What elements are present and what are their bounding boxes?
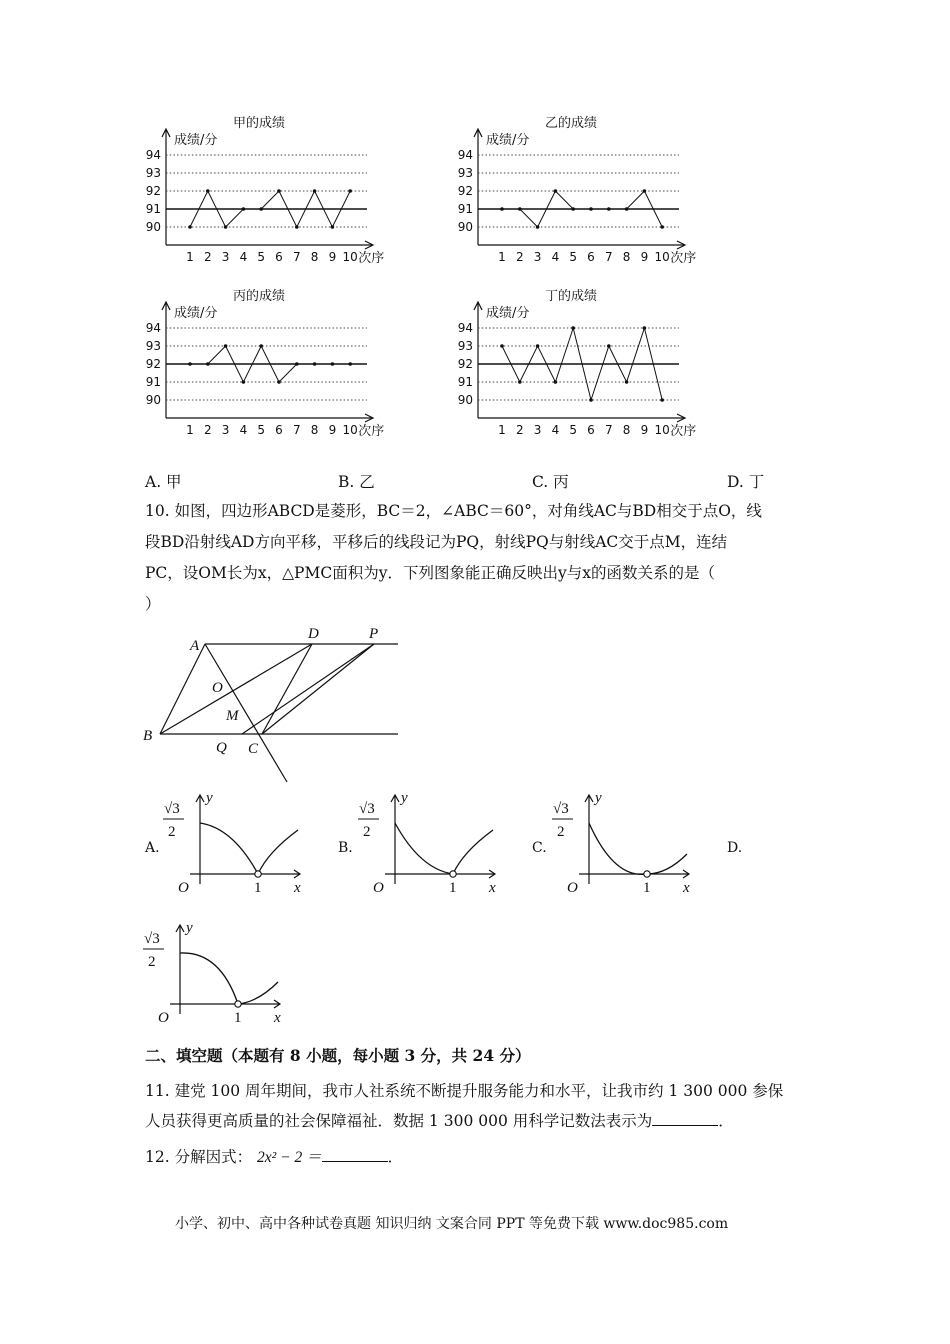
option-d[interactable]: D. 丁 [727,473,765,491]
x-tick-label: 5 [569,423,578,437]
q12-prefix: 12. 分解因式： [145,1148,253,1166]
score-point [607,207,611,211]
origin-label: O [158,1010,169,1026]
chart-title: 丙的成绩 [233,289,286,304]
x-tick-label: 8 [622,423,631,437]
label-m: M [226,708,239,724]
score-point [554,189,558,193]
graph-d [140,918,290,1030]
score-point [589,398,593,402]
y-tick-label: 90 [145,393,161,407]
y-label: y [401,790,408,806]
chart-title: 乙的成绩 [545,116,598,131]
curve-right [453,830,493,874]
score-point [277,380,281,384]
curve-left [395,823,453,874]
y-tick-label: 93 [145,339,161,353]
denominator: 2 [363,824,371,840]
score-point [607,344,611,348]
q11-answer-blank[interactable] [652,1110,718,1126]
q10-option-b[interactable]: B. [338,840,353,856]
score-point [554,380,558,384]
x-axis-label: 次序 [358,424,385,439]
x-axis-label: 次序 [670,251,697,266]
x-tick-label: 5 [569,250,578,264]
option-a[interactable]: A. 甲 [145,473,182,491]
y-tick-label: 90 [457,220,473,234]
denominator: 2 [557,824,565,840]
y-tick-label: 93 [457,166,473,180]
option-c[interactable]: C. 丙 [532,473,569,491]
label-c: C [248,741,259,757]
x-tick-label: 2 [203,250,212,264]
q11-line-2: 人员获得更高质量的社会保障福祉．数据 1 300 000 用科学记数法表示为 ． [145,1112,734,1130]
curve-right [238,982,278,1004]
open-point [235,1001,241,1007]
x-one-label: 1 [643,880,651,896]
curve-left [589,823,647,874]
score-point [224,344,228,348]
x-label: x [683,880,690,896]
y-tick-label: 91 [457,202,473,216]
option-b[interactable]: B. 乙 [338,473,375,491]
score-point [536,225,540,229]
score-point [313,189,317,193]
score-point [348,362,352,366]
y-tick-label: 92 [145,184,161,198]
y-label: y [186,920,193,936]
q10-line-4: ） [145,595,161,613]
y-tick-label: 92 [457,357,473,371]
score-point [295,362,299,366]
score-point [518,380,522,384]
x-tick-label: 10 [654,423,670,437]
sqrt3-numerator: √3 [164,801,180,817]
score-point [242,380,246,384]
q12-expression: 2x² − 2 ＝ [257,1149,322,1166]
origin-label: O [178,880,189,896]
q10-line-2: 段BD沿射线AD方向平移，平移后的线段记为PQ，射线PQ与射线AC交于点M，连结 [145,533,728,551]
x-tick-label: 6 [587,423,595,437]
x-tick-label: 8 [310,423,319,437]
y-tick-label: 94 [145,148,161,162]
x-tick-label: 6 [587,250,595,264]
y-axis-label: 成绩/分 [174,133,218,148]
graph-b [355,788,505,900]
denominator: 2 [148,954,156,970]
score-point [643,189,647,193]
denominator: 2 [168,824,176,840]
curve-left [180,953,238,1004]
score-point [589,207,593,211]
q11-line-1: 11. 建党 100 周年期间，我市人社系统不断提升服务能力和水平，让我市约 1 300 000 参保 [145,1082,784,1100]
x-axis-label: 次序 [670,424,697,439]
y-axis-label: 成绩/分 [174,306,218,321]
x-one-label: 1 [234,1010,242,1026]
score-point [571,326,575,330]
x-tick-label: 5 [257,250,266,264]
score-point [348,189,352,193]
x-one-label: 1 [254,880,262,896]
x-tick-label: 3 [533,423,542,437]
curve-left [200,823,258,874]
page-footer: 小学、初中、高中各种试卷真题 知识归纳 文案合同 PPT 等免费下载 www.doc985.com [175,1216,729,1232]
x-tick-label: 3 [533,250,542,264]
graph-a [160,788,310,900]
x-tick-label: 1 [186,423,194,437]
x-tick-label: 7 [292,250,301,264]
score-point [313,362,317,366]
sqrt3-numerator: √3 [144,931,160,947]
score-point [259,207,263,211]
x-tick-label: 7 [604,423,613,437]
x-axis-label: 次序 [358,251,385,266]
x-tick-label: 7 [292,423,301,437]
x-tick-label: 5 [257,423,266,437]
x-tick-label: 10 [342,423,358,437]
origin-label: O [567,880,578,896]
q10-option-c[interactable]: C. [532,840,547,856]
x-tick-label: 9 [640,423,649,437]
origin-label: O [373,880,384,896]
score-point [277,189,281,193]
q10-geometry-figure [140,620,405,780]
open-point [255,871,261,877]
label-q: Q [216,740,227,756]
label-p: P [369,626,379,642]
score-point [571,207,575,211]
y-label: y [206,790,213,806]
x-tick-label: 3 [221,423,230,437]
x-tick-label: 9 [328,250,337,264]
open-point [450,871,456,877]
chart-title: 丁的成绩 [545,289,598,304]
x-tick-label: 10 [342,250,358,264]
sqrt3-numerator: √3 [553,801,569,817]
x-tick-label: 9 [328,423,337,437]
graph-c [549,788,699,900]
y-tick-label: 93 [457,339,473,353]
label-b: B [143,728,153,744]
x-tick-label: 8 [310,250,319,264]
label-o: O [212,680,223,696]
y-axis-label: 成绩/分 [486,133,530,148]
y-tick-label: 93 [145,166,161,180]
x-tick-label: 2 [515,250,524,264]
sqrt3-numerator: √3 [359,801,375,817]
y-tick-label: 91 [145,375,161,389]
x-tick-label: 7 [604,250,613,264]
q10-line-3: PC，设OM长为x，△PMC面积为y．下列图象能正确反映出y与x的函数关系的是（ [145,564,715,582]
score-point [518,207,522,211]
y-label: y [595,790,602,806]
y-tick-label: 94 [145,321,161,335]
chart-ding [447,285,712,445]
chart-jia [135,112,385,270]
section-2-heading: 二、填空题（本题有 8 小题，每小题 3 分，共 24 分） [145,1046,531,1065]
score-point [188,225,192,229]
x-tick-label: 4 [239,250,248,264]
x-label: x [294,880,301,896]
score-point [331,225,335,229]
y-tick-label: 94 [457,148,473,162]
score-point [331,362,335,366]
x-tick-label: 8 [622,250,631,264]
score-point [500,344,504,348]
y-tick-label: 91 [145,202,161,216]
score-point [242,207,246,211]
label-a: A [190,638,200,654]
q10-option-d[interactable]: D. [727,840,743,856]
score-point [660,398,664,402]
chart-title: 甲的成绩 [233,116,286,131]
x-tick-label: 1 [186,250,194,264]
x-label: x [274,1010,281,1026]
y-axis-label: 成绩/分 [486,306,530,321]
score-point [224,225,228,229]
q10-option-a[interactable]: A. [145,840,160,856]
open-point [644,871,650,877]
score-point [259,344,263,348]
label-d: D [308,626,319,642]
y-tick-label: 90 [457,393,473,407]
q11-text: 人员获得更高质量的社会保障福祉．数据 1 300 000 用科学记数法表示为 [145,1112,653,1130]
y-tick-label: 91 [457,375,473,389]
x-tick-label: 2 [515,423,524,437]
score-point [625,207,629,211]
y-tick-label: 92 [145,357,161,371]
x-tick-label: 4 [551,250,560,264]
x-tick-label: 6 [275,423,283,437]
q10-line-1: 10. 如图，四边形ABCD是菱形，BC＝2，∠ABC＝60°，对角线AC与BD相交于点O，线 [145,502,762,520]
chart-yi [447,112,712,270]
y-tick-label: 94 [457,321,473,335]
x-label: x [489,880,496,896]
score-point [536,344,540,348]
curve-right [258,830,298,874]
q12-answer-blank[interactable] [322,1146,388,1162]
score-point [188,362,192,366]
x-tick-label: 9 [640,250,649,264]
x-one-label: 1 [449,880,457,896]
x-tick-label: 3 [221,250,230,264]
x-tick-label: 1 [498,423,506,437]
y-tick-label: 90 [145,220,161,234]
x-tick-label: 10 [654,250,670,264]
x-tick-label: 4 [239,423,248,437]
x-tick-label: 6 [275,250,283,264]
q12-line: 12. 分解因式： 2x² − 2 ＝ ． [145,1148,404,1166]
score-point [500,207,504,211]
curve-right [647,854,687,874]
chart-bing [135,285,385,445]
x-tick-label: 1 [498,250,506,264]
score-point [625,380,629,384]
x-tick-label: 4 [551,423,560,437]
score-point [206,189,210,193]
x-tick-label: 2 [203,423,212,437]
score-point [660,225,664,229]
y-tick-label: 92 [457,184,473,198]
score-point [643,326,647,330]
score-point [206,362,210,366]
score-point [295,225,299,229]
